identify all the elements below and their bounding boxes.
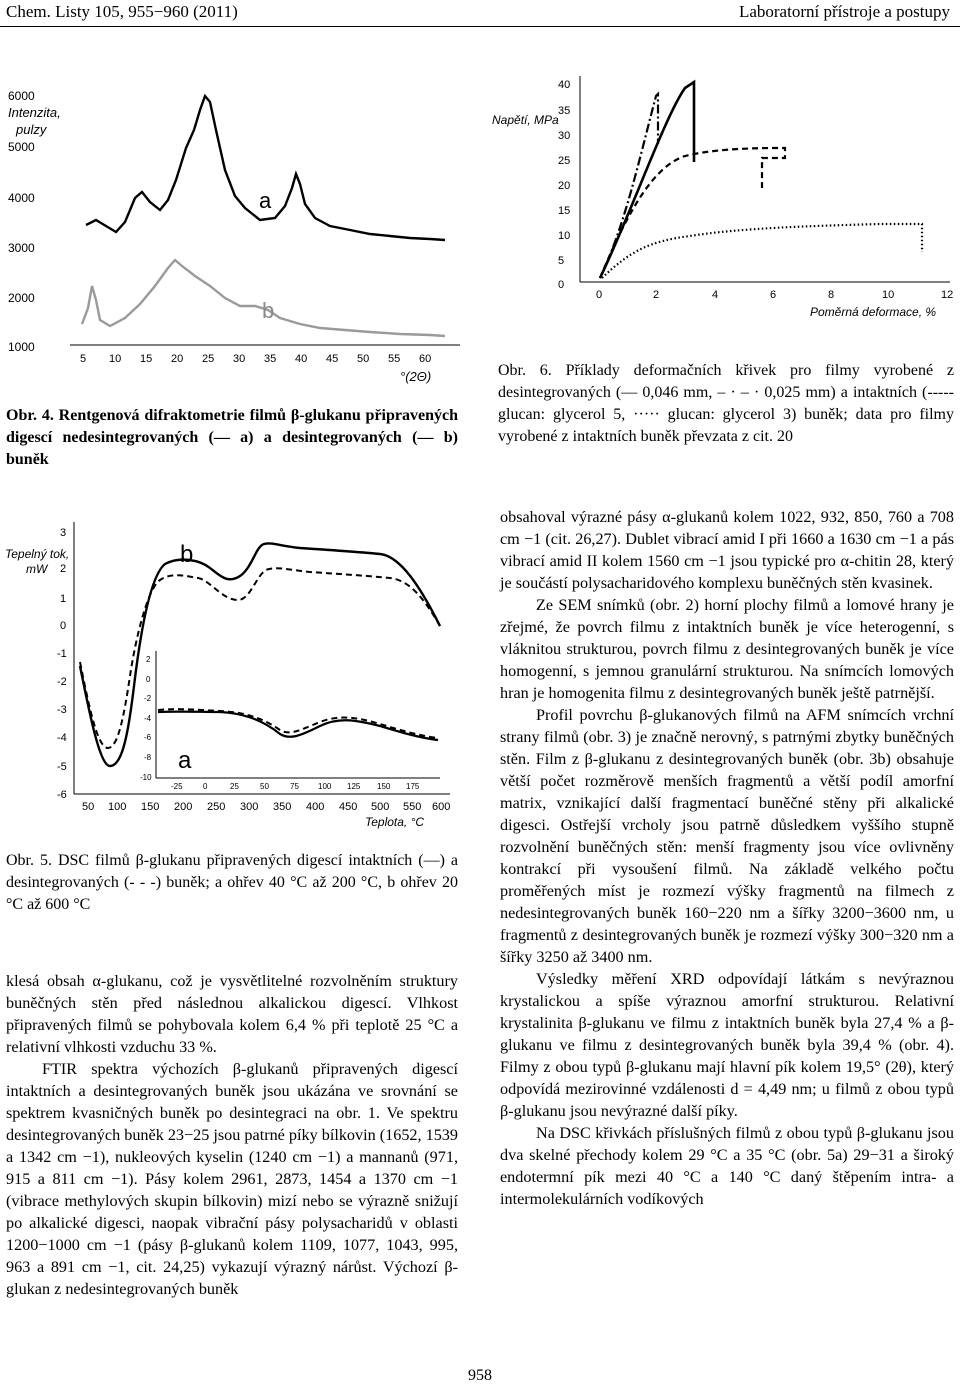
svg-text:2: 2 — [653, 289, 660, 301]
svg-text:40: 40 — [295, 353, 308, 365]
fig6-curve-intakt-glycerol3 — [602, 224, 922, 278]
svg-text:300: 300 — [240, 801, 259, 813]
header-rule — [0, 26, 960, 27]
fig6-curve-disint-0046 — [600, 82, 694, 278]
svg-text:10: 10 — [882, 289, 895, 301]
svg-text:2: 2 — [60, 563, 67, 575]
fig4-label-a: a — [259, 188, 272, 213]
svg-text:50: 50 — [82, 801, 95, 813]
svg-text:-6: -6 — [57, 789, 67, 801]
svg-text:12: 12 — [941, 289, 954, 301]
right-column-text — [500, 506, 954, 1210]
fig4-ytick: 6000 — [8, 89, 35, 103]
right-paragraph-5: Na DSC křivkách příslušných filmů z obou typů β-glukanu jsou dva skelné přechody kolem 29 °C a 35 °C (obr. 5a) 29−31 a široký endotermní pík mezi 40 °C a 140 °C daný štěpením intra- a intermolekulárních vodíkových — [500, 1124, 954, 1208]
svg-text:50: 50 — [357, 353, 370, 365]
figure-6-stress-strain — [480, 76, 960, 326]
svg-text:10: 10 — [558, 230, 571, 242]
fig4-label-b: b — [262, 298, 275, 323]
svg-text:5: 5 — [80, 353, 87, 365]
svg-text:20: 20 — [558, 180, 571, 192]
svg-text:400: 400 — [306, 801, 325, 813]
fig6-caption: Obr. 6. Příklady deformačních křivek pro filmy vyrobené z desintegrovaných (— 0,046 mm, – · – · 0,025 mm) a intaktních (----- glucan: glycerol 5, ····· glucan: glycerol 3) buněk; data pro filmy vyrobené z intaktních buněk převzata z cit. 20 — [498, 362, 954, 445]
svg-text:0: 0 — [60, 620, 67, 632]
svg-text:55: 55 — [388, 353, 401, 365]
svg-text:350: 350 — [273, 801, 292, 813]
fig4-xlabel: °(2Θ) — [400, 369, 432, 384]
svg-text:100: 100 — [108, 801, 127, 813]
fig6-yticks — [558, 79, 570, 291]
svg-text:50: 50 — [260, 782, 269, 791]
fig5-yticks — [57, 527, 67, 801]
fig5-xlabel: Teplota, °C — [365, 815, 425, 829]
svg-text:0: 0 — [146, 675, 151, 684]
svg-text:4: 4 — [712, 289, 719, 301]
svg-text:5: 5 — [558, 255, 565, 267]
fig4-ytick: 2000 — [8, 291, 35, 305]
svg-text:450: 450 — [339, 801, 358, 813]
fig4-ytick: 4000 — [8, 191, 35, 205]
svg-text:-5: -5 — [57, 761, 67, 773]
right-paragraph-1: obsahoval výrazné pásy α-glukanů kolem 1022, 932, 850, 760 a 708 cm −1 (cit. 26,27). Dublet vibrací amid I při 1660 a 1630 cm −1 a pás vibrací amid II kolem 1560 cm −1 jsou typické pro α-chitin 28, který je součástí polysacharidového komplexu buněčných stěn kvasinek. — [500, 508, 954, 592]
svg-text:40: 40 — [558, 79, 571, 91]
svg-text:-2: -2 — [144, 694, 152, 703]
left-paragraph-2: FTIR spektra výchozích β-glukanů připravených digescí intaktních a desintegrovaných buněk jsou ukázána ve srovnání se spektrem kvasničných buněk po desintegraci na obr. 1. Ve spektru desintegrovaných buněk 23−25 jsou patrné píky bílkovin (1652, 1539 a 1342 cm −1), nukleových kyselin (1240 cm −1) a mannanů (971, 915 a 811 cm −1). Pásy kolem 2961, 2873, 1454 a 1370 cm −1 (vibrace methylových skupin bílkovin) mizí nebo se výrazně snižují po alkalické digesci, naopak vibrační pásy polysacharidů v oblasti 1200−1000 cm −1 (pásy β-glukanů kolem 1109, 1077, 1043, 995, 963 a 891 cm −1, cit. 24,25) vykazují výrazný nárůst. Výchozí β-glukan z nedesintegrovaných buněk — [6, 1060, 458, 1298]
running-header-left: Chem. Listy 105, 955−960 (2011) — [6, 2, 238, 21]
fig5-label-a: a — [178, 747, 192, 774]
svg-text:-3: -3 — [57, 704, 67, 716]
svg-text:-1: -1 — [57, 648, 67, 660]
fig4-ylabel: Intenzita, — [8, 105, 61, 120]
left-paragraph-1: klesá obsah α-glukanu, což je vysvětlitelné rozvolněním struktury buněčných stěn před následnou alkalickou digescí. Vlhkost připravených filmů se pohybovala kolem 6,4 % při teplotě 25 °C a relativní vlhkosti vzduchu 33 %. — [6, 972, 458, 1056]
svg-text:100: 100 — [318, 782, 332, 791]
svg-text:15: 15 — [558, 205, 571, 217]
fig4-caption: Obr. 4. Rentgenová difraktometrie filmů β-glukanu připravených digescí nedesintegrovaných (— a) a desintegrovaných (— b) buněk — [6, 407, 458, 468]
svg-text:2: 2 — [146, 655, 151, 664]
svg-text:175: 175 — [406, 782, 420, 791]
svg-text:-8: -8 — [144, 753, 152, 762]
svg-text:0: 0 — [558, 279, 565, 291]
svg-text:125: 125 — [347, 782, 361, 791]
svg-text:30: 30 — [233, 353, 246, 365]
figure-4-xrd — [0, 80, 470, 390]
svg-text:-4: -4 — [144, 714, 152, 723]
fig4-ytick: 1000 — [8, 340, 35, 354]
svg-text:500: 500 — [371, 801, 390, 813]
fig4-xticks — [80, 353, 431, 365]
svg-text:150: 150 — [141, 801, 160, 813]
fig4-ytick: 3000 — [8, 241, 35, 255]
svg-text:35: 35 — [264, 353, 277, 365]
svg-text:25: 25 — [202, 353, 215, 365]
svg-text:60: 60 — [419, 353, 432, 365]
svg-text:-2: -2 — [57, 676, 67, 688]
fig6-xticks — [596, 289, 953, 301]
svg-text:550: 550 — [403, 801, 422, 813]
fig5-ylabel: Tepelný tok, — [5, 547, 70, 561]
svg-text:30: 30 — [558, 130, 571, 142]
fig4-curve-a — [86, 96, 445, 240]
right-paragraph-4: Výsledky měření XRD odpovídají látkám s nevýraznou krystalickou a spíše výraznou amorfní strukturou. Relativní krystalinita β-glukanu ve filmu z intaktních buněk byla 27,4 % a β-glukanu ve filmu z desintegrovaných buněk byla 39,4 % (obr. 4). Filmy z obou typů β-glukanu mají hlavní pík kolem 19,5° (2θ), který odpovídá mezirovinné vzdálenosti d = 4,49 nm; u filmů z obou typů β-glukanu jsou nevýrazné další píky. — [500, 970, 954, 1120]
svg-text:0: 0 — [203, 782, 208, 791]
svg-text:-6: -6 — [144, 733, 152, 742]
right-paragraph-2: Ze SEM snímků (obr. 2) horní plochy filmů a lomové hrany je zřejmé, že povrch filmu z intaktních buněk je více heterogenní, s vláknitou strukturou, povrch filmu z desintegrovaných buněk je více homogenní, s jemnou granulární strukturou. Na snímcích lomových hran je homogenita filmu z desintegrovaných buněk ještě patrnější. — [500, 596, 954, 702]
svg-text:10: 10 — [109, 353, 122, 365]
svg-text:0: 0 — [596, 289, 603, 301]
fig5-label-b: b — [180, 541, 194, 568]
svg-text:25: 25 — [230, 782, 239, 791]
figure-5-dsc — [0, 516, 470, 832]
svg-text:600: 600 — [432, 801, 451, 813]
fig5-xticks — [82, 801, 450, 813]
svg-text:15: 15 — [140, 353, 153, 365]
svg-text:25: 25 — [558, 155, 571, 167]
svg-text:250: 250 — [207, 801, 226, 813]
page-number: 958 — [468, 1367, 492, 1384]
fig6-ylabel: Napětí, MPa — [492, 113, 559, 127]
fig4-ylabel: pulzy — [16, 122, 47, 137]
svg-text:200: 200 — [174, 801, 193, 813]
fig4-ytick: 5000 — [8, 140, 35, 154]
svg-text:6: 6 — [770, 289, 777, 301]
svg-text:75: 75 — [290, 782, 299, 791]
fig5-ylabel: mW — [26, 562, 48, 576]
svg-text:-10: -10 — [140, 773, 152, 782]
left-column-text — [6, 970, 458, 1300]
svg-text:3: 3 — [60, 527, 67, 539]
svg-text:20: 20 — [171, 353, 184, 365]
svg-text:8: 8 — [828, 289, 835, 301]
right-paragraph-3: Profil povrchu β-glukanových filmů na AFM snímcích vrchní strany filmů (obr. 3) je značně nerovný, s patrnými zbytky buněčných stěn. Film z β-glukanu z desintegrovaných buněk (obr. 3b) obsahuje větší počet rozměrově menších fragmentů a větší podíl amorfní matrix, vznikající další fragmentací buněčné stěny při alkalické digesci. Ostřejší vrcholy jsou patrně důsledkem vyššího stupně rozvolnění buněčných stěn: menší fragmenty jsou více ovlivněny kontrakcí při vysoušení filmů. Na základě velkého počtu proměřených míst je rozmezí výšky fragmentů na filmech z nedesintegrovaných buněk 160−220 nm a šířky 3200−3600 nm, u fragmentů z desintegrovaných buněk je rozmezí výšky 300−320 nm a šířky 3250 až 3400 nm. — [500, 706, 954, 966]
svg-text:35: 35 — [558, 105, 571, 117]
svg-text:1: 1 — [60, 593, 67, 605]
fig5-caption: Obr. 5. DSC filmů β-glukanu připravených digescí intaktních (—) a desintegrovaných (- - -) buněk; a ohřev 40 °C až 200 °C, b ohřev 20 °C až 600 °C — [6, 852, 458, 913]
fig6-xlabel: Poměrná deformace, % — [810, 305, 937, 319]
svg-text:-4: -4 — [57, 732, 67, 744]
svg-text:150: 150 — [377, 782, 391, 791]
svg-text:45: 45 — [326, 353, 339, 365]
svg-text:-25: -25 — [171, 782, 183, 791]
running-header-right: Laboratorní přístroje a postupy — [738, 2, 950, 21]
